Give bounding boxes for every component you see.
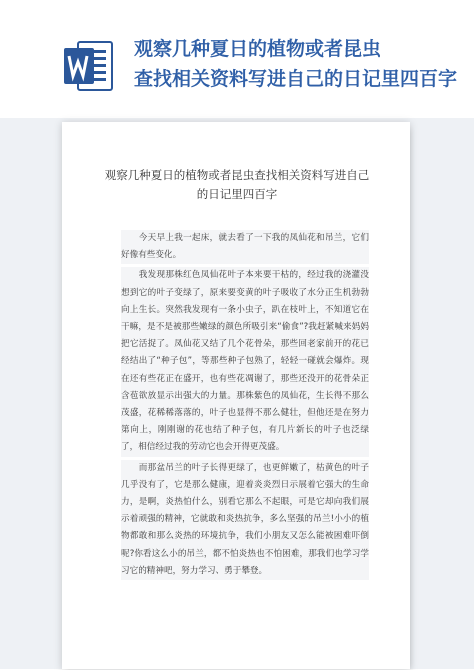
paragraph-2: 我发现那株红色凤仙花叶子本来要干枯的，经过我的浇灌没想到它的叶子变绿了，原来要变黄的叶子吸收了水分正生机勃勃向上生长。突然我发现有一条小虫子，趴在枝叶上，不知道它在干嘛，是不是被那些嫩绿的颜色所吸引来“偷食”?我赶紧喊来妈妈把它活捉了。凤仙花又结了几个花骨朵，那些回老家前开的花已经结出了“种子包”，等那些种子包熟了，轻轻一碰就会爆炸。现在还有些花正在盛开，也有些花凋谢了，那些还没开的花骨朵正含苞欲放显示出强大的力量。那株紫色的凤仙花，生长得不那么茂盛，花稀稀落落的，叶子也显得不那么健壮，但他还是在努力第向上，刚刚谢的花也结了种子包，有几片新长的叶子也泛绿了，相信经过我的劳动它也会开得更茂盛。	[121, 267, 369, 456]
word-document-icon	[62, 38, 114, 94]
header-title	[134, 34, 457, 94]
document-title-line-2: 的日记里四百字	[196, 187, 278, 201]
paragraph-3: 而那盆吊兰的叶子长得更绿了，也更鲜嫩了，枯黄色的叶子几乎没有了，它是那么健康，迎着炎炎烈日示展着它强大的生命力，是啊，炎热怕什么，别看它那么不起眼，可是它却向我们展示着顽强的精神，它就敢和炎热抗争，多么坚强的吊兰!小小的植物都敢和那么炎热的环境抗争，我们小朋友又怎么能被困难吓倒呢?你看这么小的吊兰，都不怕炎热也不怕困难，那我们也学习学习它的精神吧，努力学习、勇于攀登。	[121, 460, 369, 580]
header-banner	[0, 0, 474, 118]
header-title-line-2: 查找相关资料写进自己的日记里四百字	[134, 68, 458, 90]
document-title	[100, 166, 374, 204]
header-title-line-1: 观察几种夏日的植物或者昆虫	[134, 38, 382, 60]
document-body	[121, 230, 369, 580]
paragraph-1: 今天早上我一起床，就去看了一下我的凤仙花和吊兰，它们好像有些变化。	[121, 230, 369, 264]
document-title-line-1: 观察几种夏日的植物或者昆虫查找相关资料写进自己	[104, 168, 370, 182]
